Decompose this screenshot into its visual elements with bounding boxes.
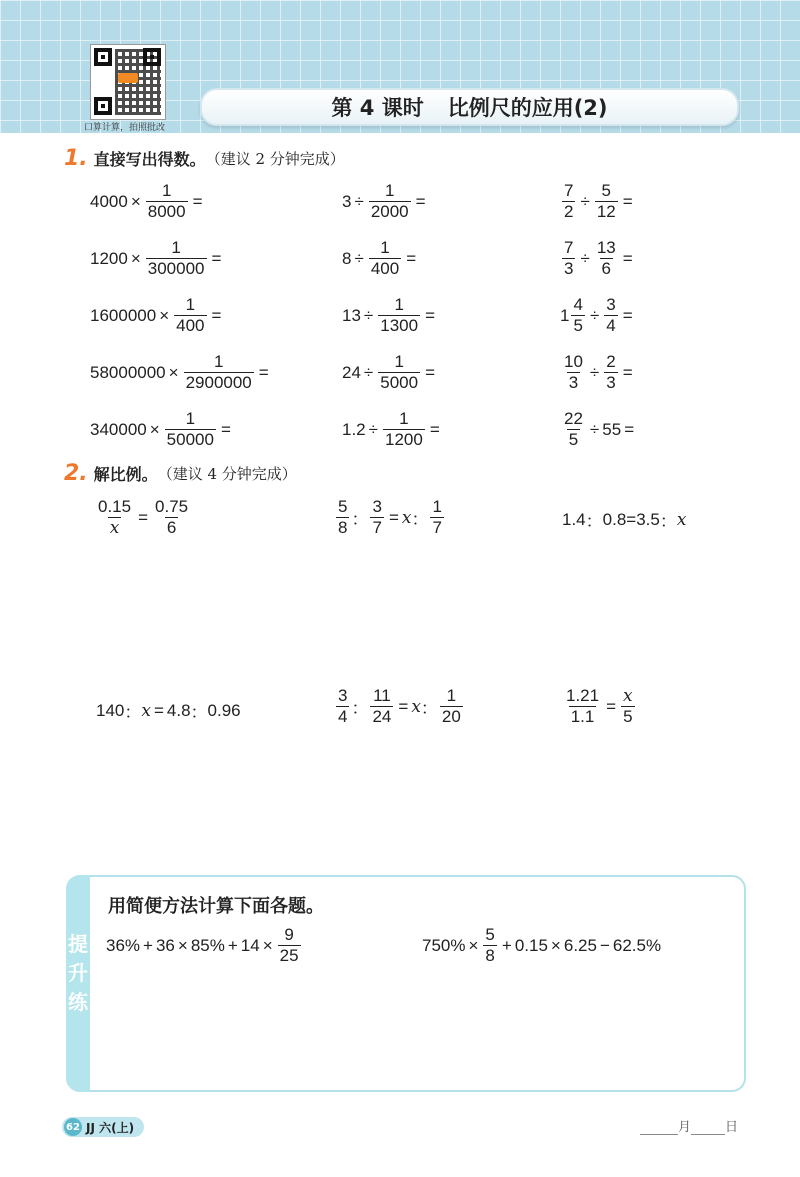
denominator: 3: [564, 259, 574, 278]
denominator: 2000: [370, 202, 409, 221]
fraction: [153, 497, 190, 538]
equals-sign: =: [153, 700, 164, 720]
numerator: 13: [596, 238, 616, 257]
section-1-heading: [64, 146, 345, 171]
times-sign: ×: [130, 248, 141, 268]
denominator: 1300: [380, 316, 419, 335]
calc-item: [560, 181, 636, 222]
denominator: 1200: [384, 430, 423, 449]
numerator: 1: [380, 238, 390, 257]
operand: 1.2: [342, 419, 366, 439]
section-2-heading: [64, 461, 297, 486]
numerator: 1: [185, 409, 196, 428]
lesson-title: 比例尺的应用(2): [447, 96, 608, 120]
whole-number: 1: [560, 305, 570, 325]
fraction: [604, 295, 617, 336]
operand: 58000000: [90, 362, 166, 382]
numerator: 3: [338, 686, 348, 705]
date-fields: [640, 1116, 738, 1135]
divide-sign: ÷: [368, 419, 378, 439]
equals-sign: =: [192, 191, 203, 211]
section-title: 直接写出得数。: [93, 150, 206, 169]
numerator: 1: [171, 238, 181, 257]
equals-sign: =: [211, 248, 222, 268]
calc-item: [342, 295, 438, 336]
term: 1.4: [562, 509, 586, 529]
numerator: 7: [564, 181, 574, 200]
fraction: [440, 686, 463, 727]
numerator: 5: [338, 497, 348, 516]
month-label: 月: [678, 1120, 692, 1135]
numerator: 3: [606, 295, 616, 314]
numerator: 0.15: [98, 497, 132, 516]
denominator: 3: [568, 373, 579, 392]
calc-item: [560, 238, 636, 279]
equals-sign: =: [606, 696, 617, 716]
side-label-char: 练: [68, 990, 88, 1014]
denominator: 400: [370, 259, 400, 278]
equals-sign: =: [388, 507, 399, 527]
denominator: 5: [573, 316, 583, 335]
divide-sign: ÷: [363, 305, 374, 325]
denominator: 5000: [380, 373, 419, 392]
term: 36: [155, 935, 175, 955]
box-title: 用简便方法计算下面各题。: [108, 896, 324, 917]
divide-sign: ÷: [589, 305, 600, 325]
variable: x: [411, 696, 421, 717]
app-logo: [118, 73, 138, 83]
denominator: 3: [606, 373, 616, 392]
side-label-char: 提: [68, 932, 88, 956]
numerator: 1: [384, 181, 395, 200]
fraction: [564, 686, 601, 727]
calc-item: [342, 352, 438, 393]
denominator: 50000: [166, 430, 214, 449]
denominator: 6: [166, 518, 177, 537]
numerator: 9: [284, 925, 294, 944]
fraction: [278, 925, 301, 966]
section-number: 2.: [64, 461, 88, 486]
denominator: x: [109, 518, 120, 538]
numerator: 1.21: [566, 686, 600, 705]
numerator: 0.75: [155, 497, 189, 516]
variable: x: [401, 507, 412, 528]
calc-item: [90, 352, 272, 393]
ratio-colon: ：: [351, 510, 369, 529]
fraction: [595, 181, 618, 222]
qr-code[interactable]: [90, 44, 166, 120]
fraction: [369, 181, 411, 222]
divide-sign: ÷: [363, 362, 374, 382]
numerator: 1: [446, 686, 457, 705]
divide-sign: ÷: [354, 248, 364, 268]
term: 750%: [422, 935, 466, 955]
term: 62.5%: [612, 935, 662, 955]
term: 85%: [190, 935, 225, 955]
equals-sign: =: [622, 362, 633, 382]
book-label: JJ 六(上): [86, 1120, 135, 1135]
divide-sign: ÷: [354, 191, 364, 211]
numerator: 3: [372, 497, 382, 516]
fraction: [174, 295, 206, 336]
day-label: 日: [725, 1120, 739, 1135]
numerator: 22: [564, 409, 583, 428]
numerator: 5: [601, 181, 611, 200]
equals-sign: =: [138, 507, 149, 527]
calc-item: [560, 409, 637, 450]
side-label: [66, 930, 90, 1017]
denominator: 7: [372, 518, 382, 537]
fraction: [595, 238, 618, 279]
equals-sign: =: [258, 362, 269, 382]
numerator: 1: [185, 295, 196, 314]
fraction: [336, 686, 349, 727]
proportion-item: [562, 686, 637, 727]
denominator: 5: [623, 707, 633, 726]
ratio-colon: ：: [124, 703, 142, 722]
fraction: [369, 238, 401, 279]
fraction: [621, 686, 635, 727]
term: 140: [96, 700, 125, 720]
calc-item: [342, 181, 429, 222]
lesson-title-bar: [200, 88, 739, 126]
numerator: 1: [161, 181, 172, 200]
equals-sign: =: [626, 509, 637, 529]
denominator: 25: [279, 946, 299, 965]
times-sign: ×: [262, 935, 273, 955]
denominator: 2900000: [185, 373, 252, 392]
term: 0.15: [514, 935, 548, 955]
variable: x: [676, 509, 687, 530]
numerator: x: [623, 686, 633, 706]
side-label-char: 升: [68, 961, 88, 985]
footer-badge: [62, 1117, 144, 1137]
operand: 8: [342, 248, 352, 268]
calc-item: [560, 295, 636, 336]
denominator: 400: [176, 316, 205, 335]
equals-sign: =: [622, 248, 633, 268]
fraction: [383, 409, 425, 450]
numerator: 1: [399, 409, 409, 428]
qr-finder: [94, 48, 112, 66]
proportion-item: [94, 497, 192, 538]
plus-sign: +: [227, 935, 238, 955]
fraction: [370, 497, 383, 538]
divide-sign: ÷: [589, 419, 600, 439]
numerator: 1: [394, 352, 404, 371]
fraction: [378, 295, 420, 336]
time-hint: （建议 4 分钟完成）: [157, 465, 297, 483]
term: 14: [240, 935, 260, 955]
denominator: 8: [485, 946, 495, 965]
times-sign: ×: [130, 191, 141, 211]
denominator: 2: [564, 202, 574, 221]
term: 0.8: [602, 509, 627, 529]
equals-sign: =: [429, 419, 440, 439]
divide-sign: ÷: [580, 191, 590, 211]
plus-sign: +: [143, 935, 153, 955]
ratio-colon: ：: [420, 699, 438, 718]
fraction: [430, 497, 443, 538]
calc-item: [342, 238, 419, 279]
times-sign: ×: [468, 935, 479, 955]
plus-sign: +: [501, 935, 512, 955]
simplify-item: [106, 925, 303, 966]
proportion-item: [96, 698, 241, 723]
denominator: 5: [568, 430, 579, 449]
denominator: 1.1: [570, 707, 595, 726]
times-sign: ×: [159, 305, 170, 325]
denominator: 24: [372, 707, 392, 726]
equals-sign: =: [425, 362, 436, 382]
fraction: [336, 497, 349, 538]
fraction: [483, 925, 496, 966]
minus-sign: −: [599, 935, 610, 955]
operand: 3: [342, 191, 352, 211]
numerator: 1: [432, 497, 442, 516]
page-number: 62: [64, 1118, 82, 1136]
denominator: 300000: [147, 259, 205, 278]
equals-sign: =: [415, 191, 426, 211]
variable: x: [141, 700, 151, 721]
denominator: 6: [601, 259, 611, 278]
fraction: [378, 352, 420, 393]
term: 4.8: [166, 700, 191, 720]
operand: 13: [342, 305, 361, 325]
section-number: 1.: [64, 146, 88, 171]
day-blank[interactable]: [691, 1120, 725, 1135]
calc-item: [342, 409, 443, 450]
fraction: [571, 295, 584, 336]
numerator: 7: [564, 238, 574, 257]
operand: 340000: [90, 419, 147, 439]
numerator: 2: [606, 352, 616, 371]
equals-sign: =: [622, 305, 633, 325]
time-hint: （建议 2 分钟完成）: [205, 150, 345, 168]
fraction: [562, 409, 585, 450]
fraction: [96, 497, 133, 538]
times-sign: ×: [168, 362, 179, 382]
term: 0.96: [207, 700, 241, 720]
denominator: 4: [338, 707, 348, 726]
equals-sign: =: [624, 419, 635, 439]
term: 3.5: [636, 509, 660, 529]
equals-sign: =: [220, 419, 231, 439]
proportion-item: [562, 507, 686, 532]
calc-item: [90, 238, 224, 279]
fraction: [146, 238, 207, 279]
fraction: [562, 238, 575, 279]
ratio-colon: ：: [190, 703, 208, 722]
calc-item: [90, 409, 234, 450]
operand: 4000: [90, 191, 128, 211]
fraction: [370, 686, 393, 727]
operand: 24: [342, 362, 361, 382]
denominator: 20: [441, 707, 461, 726]
month-blank[interactable]: [640, 1120, 678, 1135]
simplify-item: [422, 925, 661, 966]
divide-sign: ÷: [589, 362, 600, 382]
numerator: 1: [394, 295, 404, 314]
numerator: 4: [573, 295, 583, 314]
equals-sign: =: [406, 248, 417, 268]
denominator: 7: [432, 518, 442, 537]
fraction: [604, 352, 617, 393]
equals-sign: =: [398, 696, 409, 716]
fraction: [184, 352, 254, 393]
operand: 1200: [90, 248, 128, 268]
denominator: 8: [338, 518, 348, 537]
ratio-colon: ：: [659, 512, 677, 531]
fraction: [562, 181, 575, 222]
numerator: 5: [485, 925, 495, 944]
calc-item: [560, 352, 636, 393]
section-title: 解比例。: [93, 465, 158, 484]
denominator: 4: [606, 316, 616, 335]
ratio-colon: ：: [411, 510, 429, 529]
divide-sign: ÷: [580, 248, 590, 268]
operand: 55: [602, 419, 622, 439]
ratio-colon: ：: [585, 512, 603, 531]
fraction: [562, 352, 585, 393]
numerator: 10: [564, 352, 583, 371]
calc-item: [90, 295, 224, 336]
times-sign: ×: [177, 935, 188, 955]
fraction: [165, 409, 216, 450]
numerator: 1: [213, 352, 224, 371]
equals-sign: =: [425, 305, 436, 325]
calc-item: [90, 181, 206, 222]
operand: 1600000: [90, 305, 157, 325]
denominator: 8000: [147, 202, 186, 221]
ratio-colon: ：: [351, 699, 369, 718]
lesson-number: 第 4 课时: [331, 96, 424, 120]
numerator: 11: [373, 686, 391, 705]
denominator: 12: [596, 202, 616, 221]
times-sign: ×: [149, 419, 160, 439]
times-sign: ×: [550, 935, 561, 955]
proportion-item: [334, 686, 465, 727]
equals-sign: =: [622, 191, 633, 211]
qr-finder: [94, 97, 112, 115]
qr-caption: 口算计算，拍照批改: [84, 123, 166, 133]
fraction: [146, 181, 188, 222]
proportion-item: [334, 497, 446, 538]
equals-sign: =: [211, 305, 222, 325]
term: 36%: [106, 935, 141, 955]
term: 6.25: [563, 935, 597, 955]
